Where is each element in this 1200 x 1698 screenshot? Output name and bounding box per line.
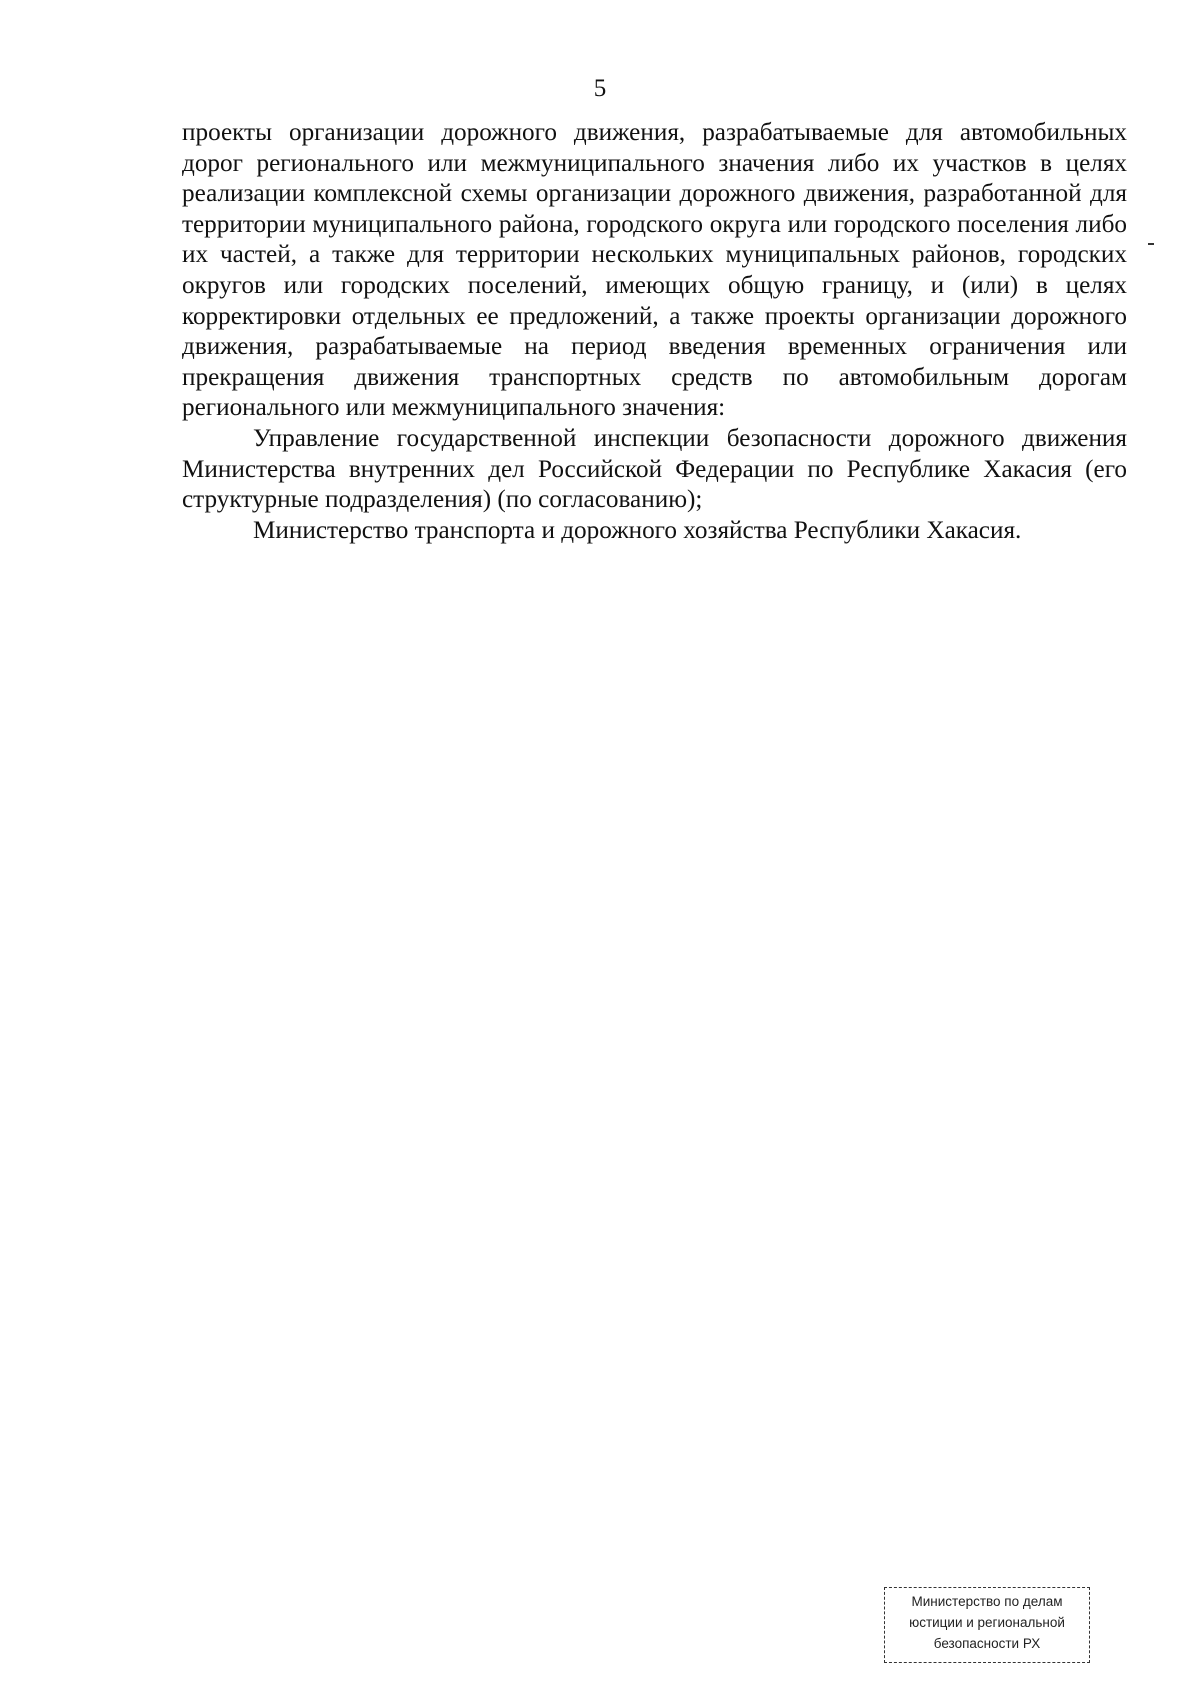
stamp-line-3: безопасности РХ <box>933 1636 1041 1651</box>
paragraph-projects: проекты организации дорожного движения, разрабатываемые для автомобильных дорог регионального или межмуниципального значения либо их участков в целях реализации комплексной схемы организации дорожного движения, разработанной для территории муниципального района, городского округа или городского поселения либо их частей, а также для территории нескольких муниципальных районов, городских округов или городских поселений, имеющих общую границу, и (или) в целях корректировки отдельных ее предложений, а также проекты организации дорожного движения, разрабатываемые на период введения временных ограничения или прекращения движения транспортных средств по автомобильным дорогам регионального или межмуниципального значения: <box>182 119 1127 422</box>
page-number: 5 <box>593 75 607 102</box>
paragraph-ministry-transport: Министерство транспорта и дорожного хозяйства Республики Хакасия. <box>253 516 1022 544</box>
paragraph-traffic-inspection: Управление государственной инспекции безопасности дорожного движения Министерства внутренних дел Российской Федерации по Республике Хакасия (его структурные подразделения) (по согласованию); <box>182 424 1127 514</box>
stamp-line-2: юстиции и региональной <box>909 1615 1065 1630</box>
document-body <box>182 118 1127 546</box>
ministry-stamp <box>884 1587 1090 1663</box>
stamp-line-1: Министерство по делам <box>911 1594 1063 1609</box>
margin-mark <box>1148 243 1154 245</box>
